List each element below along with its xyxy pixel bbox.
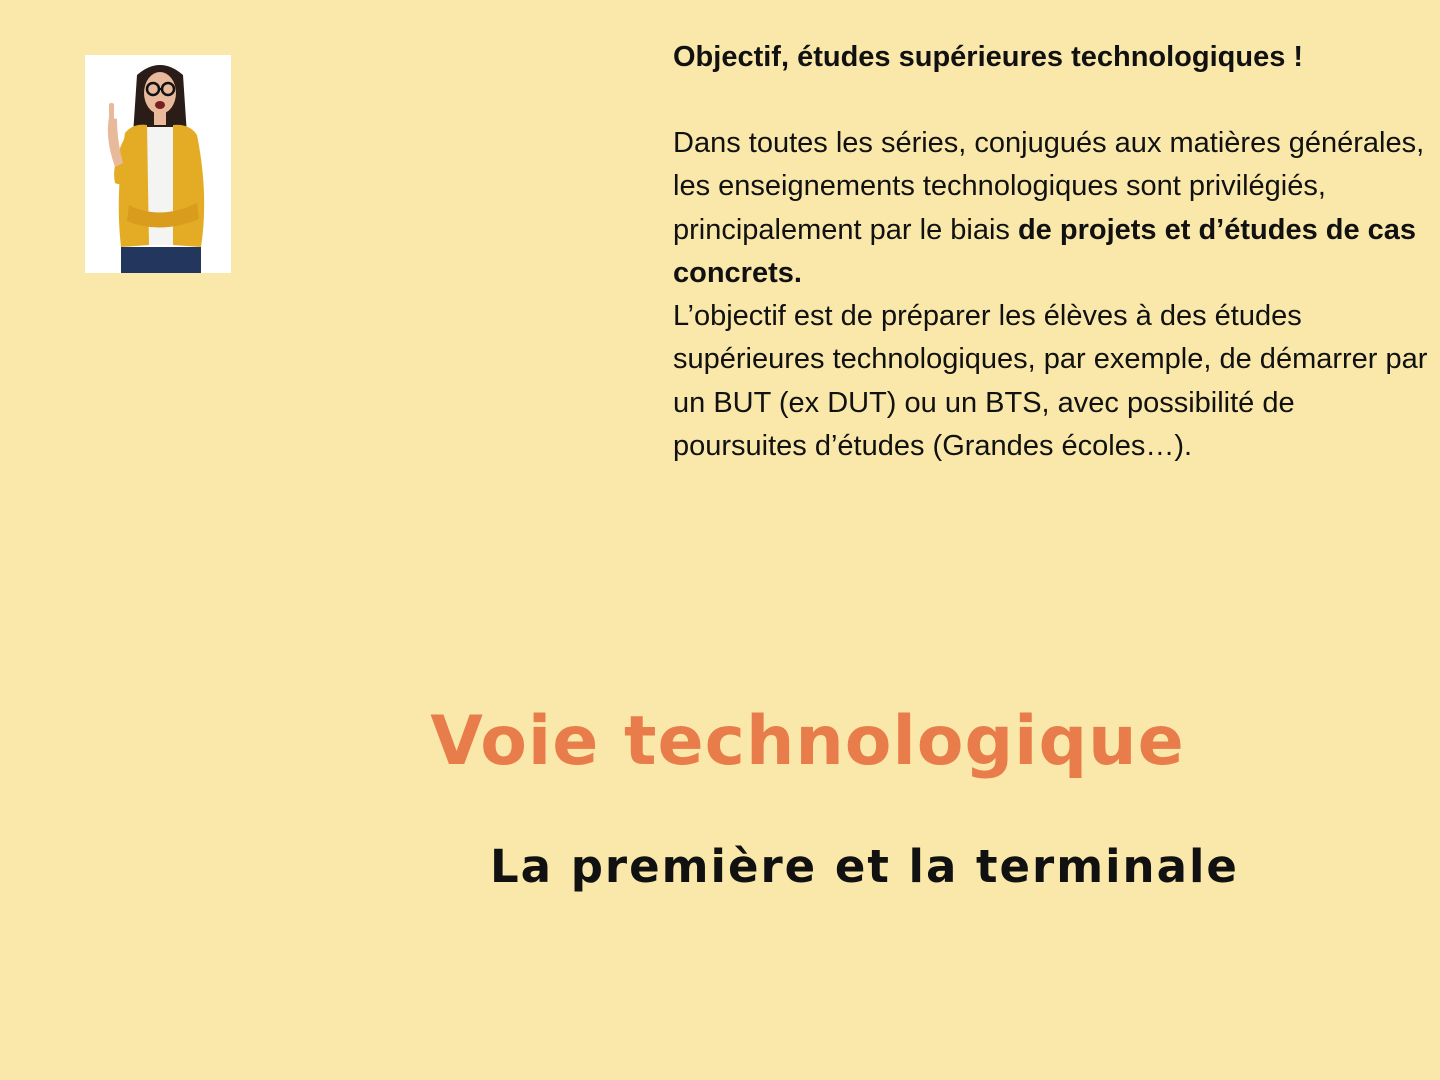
paragraph-objective: L’objectif est de préparer les élèves à des études supérieures technologiques, par exemple, de démarrer par un BUT (ex DUT) ou un BTS, avec possibilité de poursuites d’études (Grandes écoles…). [673,300,1428,463]
spacer [673,79,1433,122]
info-text-block [673,36,1433,468]
paragraph-intro [673,122,1433,295]
slide-subtitle: La première et la terminale [490,840,1239,893]
slide-title: Voie technologique [430,702,1185,781]
woman-pointing-up-photo [85,55,231,273]
text-heading: Objectif, études supérieures technologiques ! [673,41,1304,73]
person-illustration [85,55,231,273]
paragraph-intro-bold: de projets et d’études de cas concrets. [673,213,1417,289]
paragraph-intro-text: Dans toutes les séries, conjugués aux matières générales, les enseignements technologiques sont privilégiés, principalement par le biais [673,127,1425,246]
